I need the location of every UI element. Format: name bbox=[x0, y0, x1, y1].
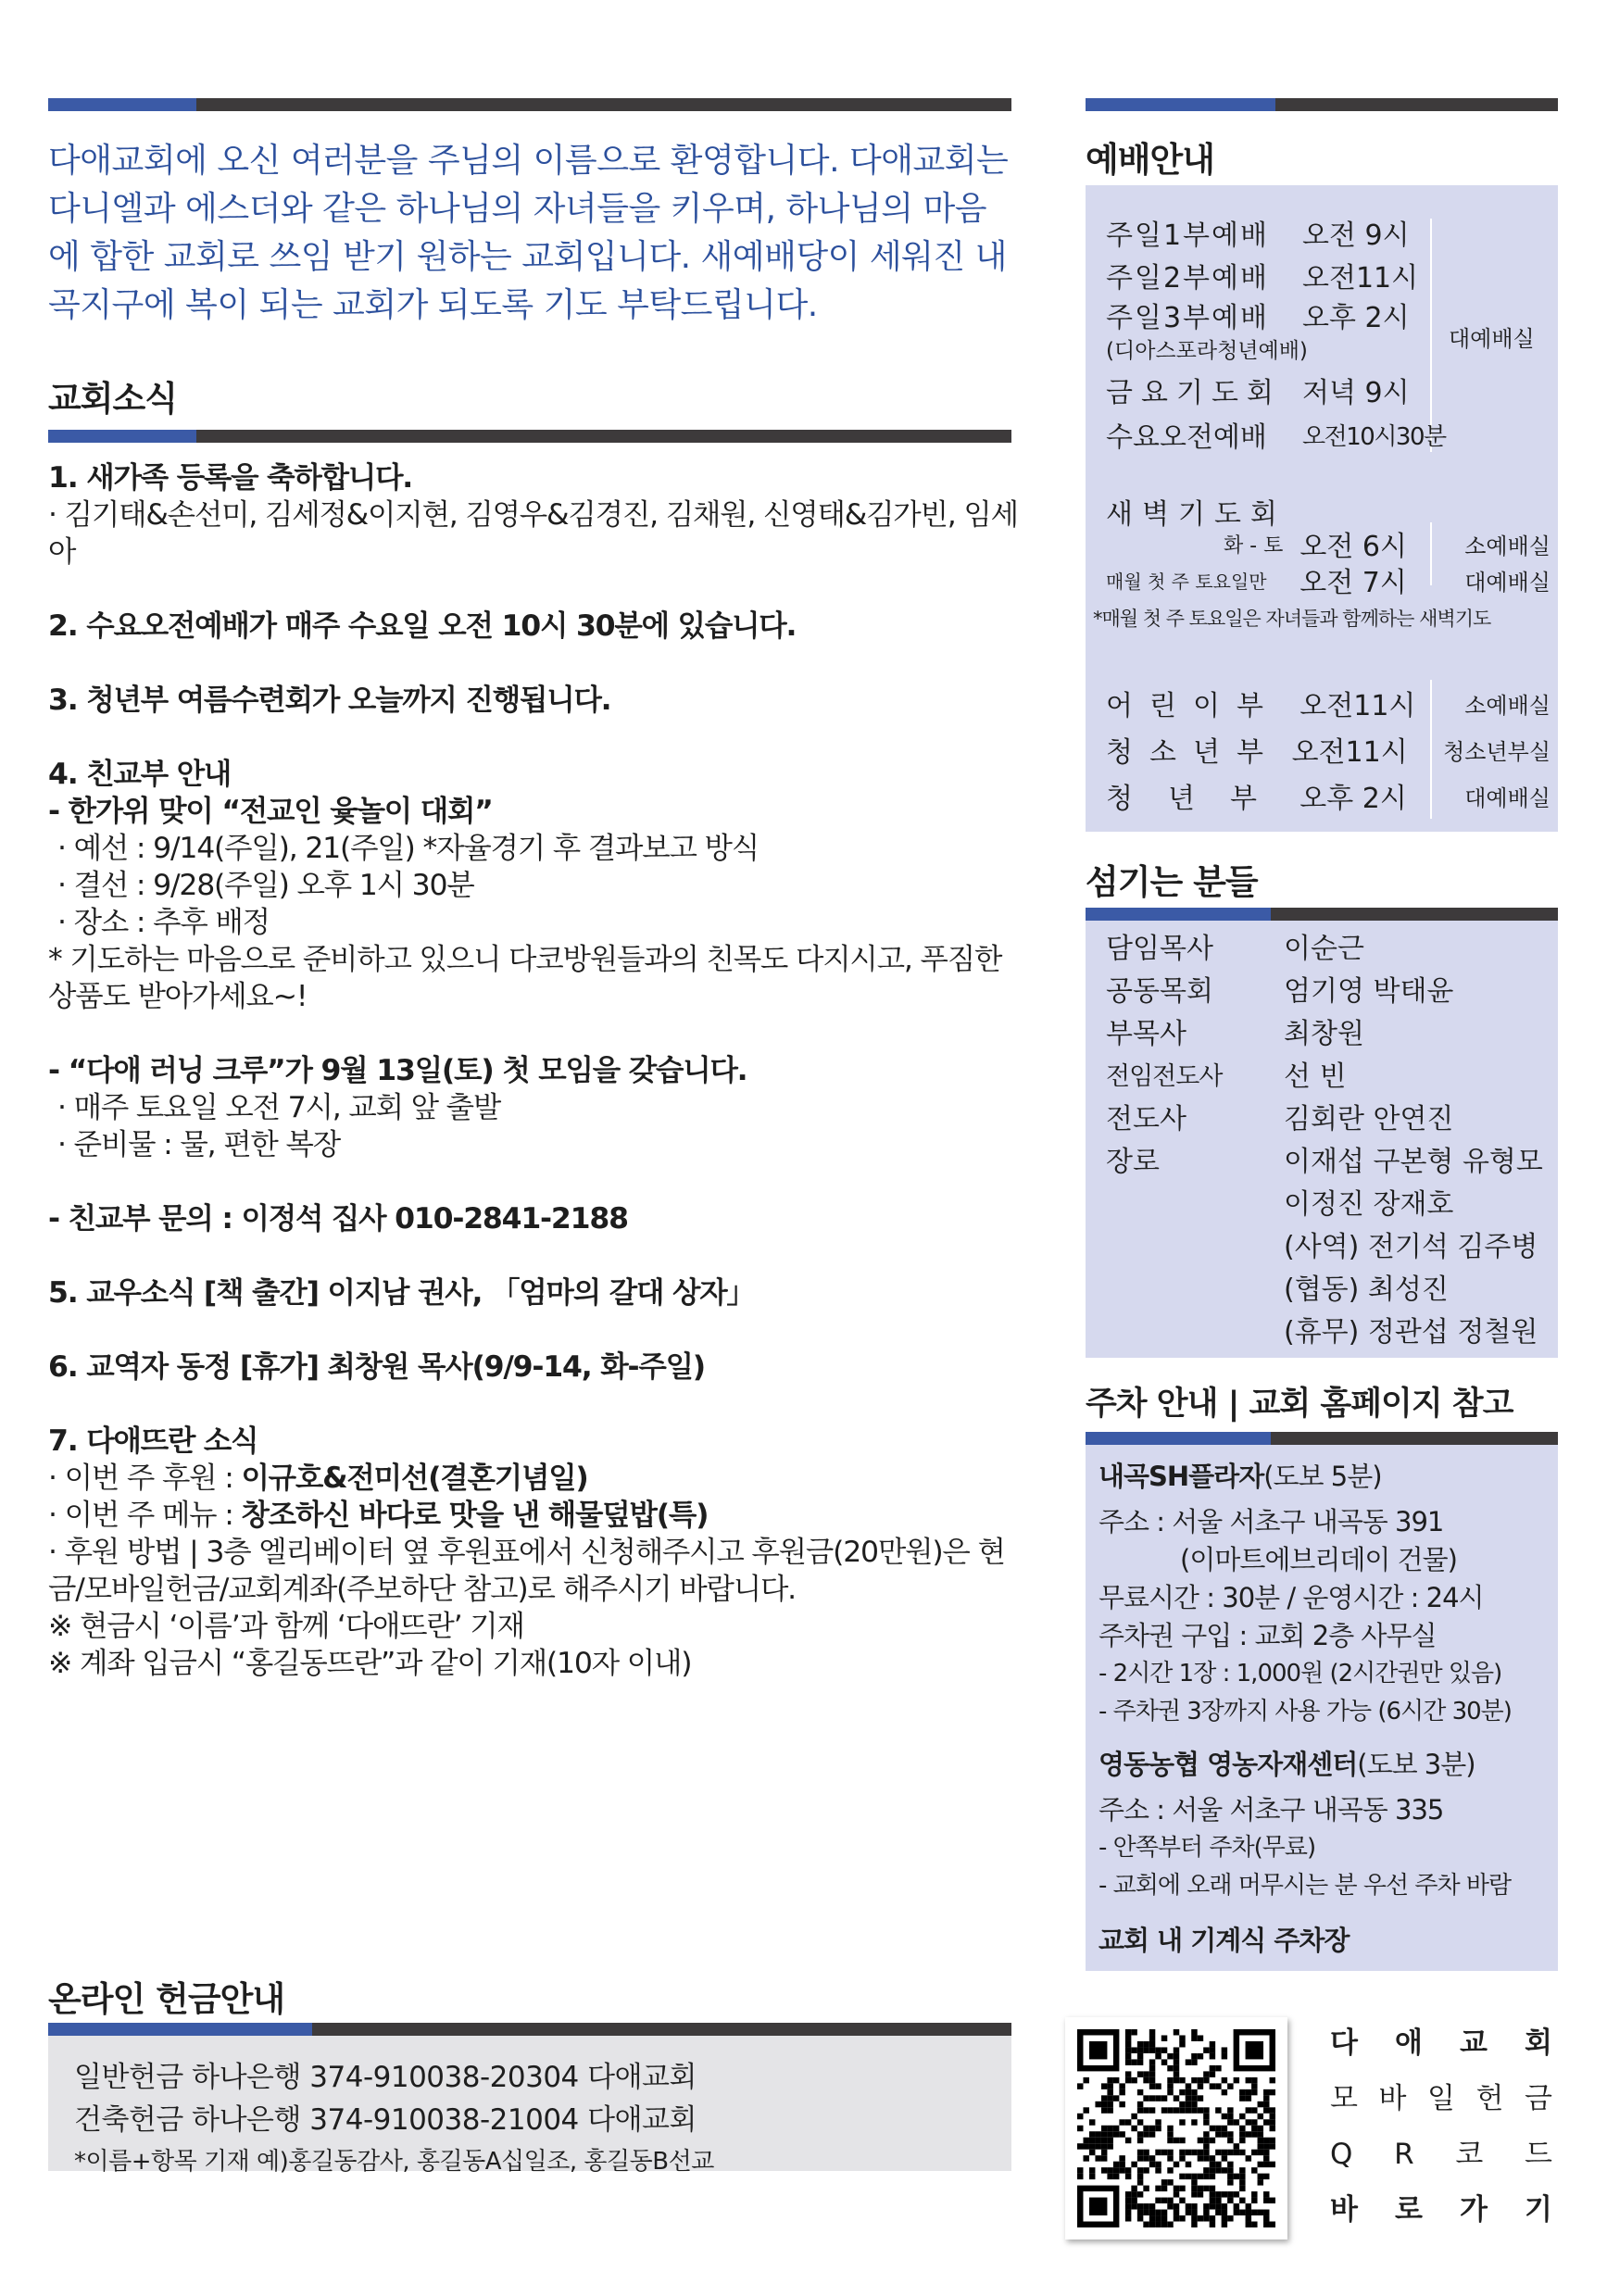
news-item-title: 5. 교우소식 [책 출간] 이지남 권사, 「엄마의 갈대 상자」 bbox=[48, 1276, 755, 1310]
servant-row bbox=[1106, 1013, 1558, 1056]
qr-caption-char: 애 bbox=[1395, 2026, 1423, 2060]
news-line: ※ 현금시 ‘이름’과 함께 ‘다애뜨란’ 기재 bbox=[48, 1610, 524, 1643]
servant-role: 전임전도사 bbox=[1106, 1062, 1223, 1091]
servant-names: (휴무) 정관섭 정철원 bbox=[1284, 1316, 1538, 1349]
qr-caption-char: 로 bbox=[1395, 2193, 1423, 2227]
service-name: 청년부 bbox=[1106, 783, 1292, 815]
servant-names: 최창원 bbox=[1284, 1018, 1364, 1050]
service-time: 오후 2시 bbox=[1302, 302, 1410, 334]
news-line-label: · 이번 주 메뉴 : bbox=[48, 1499, 242, 1532]
servant-role: 전도사 bbox=[1106, 1103, 1186, 1135]
online-giving-heading: 온라인 헌금안내 bbox=[48, 1979, 285, 2019]
parking-lot-name: 영동농협 영농자재센터 bbox=[1099, 1749, 1358, 1780]
servant-row bbox=[1106, 971, 1558, 1013]
news-line-value: 이규호&전미선(결혼기념일) bbox=[241, 1462, 588, 1495]
servant-role: 공동목회 bbox=[1106, 975, 1213, 1008]
news-item-title: 7. 다애뜨란 소식 bbox=[48, 1424, 258, 1458]
servant-row bbox=[1106, 1141, 1558, 1184]
qr-caption-line bbox=[1330, 2127, 1552, 2182]
qr-caption-char: 회 bbox=[1525, 2026, 1552, 2060]
qr-caption-char: 헌 bbox=[1475, 2082, 1504, 2115]
parking-ticket-price: - 2시간 1장 : 1,000원 (2시간권만 있음) bbox=[1099, 1660, 1502, 1687]
qr-caption-char: Q bbox=[1330, 2138, 1353, 2171]
service-time: 오전11시 bbox=[1299, 690, 1416, 722]
news-subtitle: - “다애 러닝 크루”가 9월 13일(토) 첫 모임을 갖습니다. bbox=[48, 1054, 747, 1087]
service-time: 오전 9시 bbox=[1302, 220, 1410, 252]
servants-list bbox=[1106, 928, 1558, 1354]
news-line: ※ 계좌 입금시 “홍길동뜨란”과 같이 기재(10자 이내) bbox=[48, 1647, 692, 1680]
parking-ticket-limit: - 주차권 3장까지 사용 가능 (6시간 30분) bbox=[1099, 1698, 1512, 1725]
qr-caption-char: 일 bbox=[1427, 2082, 1455, 2115]
service-time: 오전 7시 bbox=[1299, 567, 1407, 599]
welcome-message: 다애교회에 오신 여러분을 주님의 이름으로 환영합니다. 다애교회는 다니엘과 에스더와 같은 하나님의 자녀들을 키우며, 하나님의 마음에 합한 교회로 쓰임 받기 원하는 교회입니다. 새예배당이 세워진 내곡지구에 복이 되는 교회가 되도록 기도 부탁드립니다. bbox=[48, 142, 1009, 324]
news-heading: 교회소식 bbox=[48, 379, 177, 419]
qr-code-frame[interactable] bbox=[1065, 2017, 1287, 2240]
news-line bbox=[48, 1460, 1021, 1497]
qr-caption-char: 드 bbox=[1525, 2138, 1552, 2171]
parking-address: 주소 : 서울 서초구 내곡동 391 bbox=[1099, 1506, 1444, 1537]
service-place: 대예배실 bbox=[1464, 784, 1551, 811]
news-line: · 후원 방법 | 3층 엘리베이터 옆 후원표에서 신청해주시고 후원금(20만원)은 현금/모바일헌금/교회계좌(주보하단 참고)로 해주시기 바랍니다. bbox=[48, 1536, 1005, 1606]
news-item-title: 6. 교역자 동정 [휴가] 최창원 목사(9/9-14, 화-주일) bbox=[48, 1350, 705, 1384]
servant-names: 김회란 안연진 bbox=[1284, 1103, 1454, 1135]
news-divider bbox=[48, 430, 1011, 443]
qr-caption-line bbox=[1330, 2071, 1552, 2127]
servant-row bbox=[1106, 1056, 1558, 1098]
servant-row bbox=[1106, 928, 1558, 971]
qr-caption-char: 다 bbox=[1330, 2026, 1358, 2060]
service-place: 소예배실 bbox=[1464, 692, 1551, 719]
servants-heading: 섬기는 분들 bbox=[1086, 862, 1258, 902]
news-list bbox=[48, 459, 1021, 1682]
top-divider-right bbox=[1086, 98, 1558, 111]
service-name: 주일2부예배 bbox=[1106, 262, 1269, 295]
service-time: 오전11시 bbox=[1291, 736, 1408, 769]
service-name: 금요기도회 bbox=[1106, 377, 1282, 409]
servant-names: 이재섭 구본형 유형모 bbox=[1284, 1146, 1543, 1178]
servant-names: (협동) 최성진 bbox=[1284, 1273, 1449, 1306]
news-line bbox=[48, 1497, 1021, 1534]
top-divider-left bbox=[48, 98, 1011, 111]
parking-ticket-purchase: 주차권 구입 : 교회 2층 사무실 bbox=[1099, 1620, 1437, 1651]
service-time: 오전10시30분 bbox=[1302, 422, 1446, 451]
news-note: * 기도하는 마음으로 준비하고 있으니 다코방원들과의 친목도 다지시고, 푸짐한 상품도 받아가세요~! bbox=[48, 943, 1002, 1013]
qr-caption-line bbox=[1330, 2015, 1552, 2071]
service-time: 오후 2시 bbox=[1299, 783, 1407, 815]
online-giving-divider bbox=[48, 2023, 1011, 2036]
qr-caption-char: 교 bbox=[1460, 2026, 1488, 2060]
service-time: 오전 6시 bbox=[1299, 531, 1407, 563]
servant-row bbox=[1106, 1226, 1558, 1269]
news-item-title: 2. 수요오전예배가 매주 수요일 오전 10시 30분에 있습니다. bbox=[48, 609, 797, 643]
service-name: 청소년부 bbox=[1106, 736, 1280, 769]
servant-role: 부목사 bbox=[1106, 1018, 1186, 1050]
parking-lot-name: 교회 내 기계식 주차장 bbox=[1099, 1925, 1350, 1956]
servant-row bbox=[1106, 1098, 1558, 1141]
service-time: 저녁 9시 bbox=[1302, 377, 1410, 409]
service-time: 오전11시 bbox=[1302, 262, 1419, 295]
news-item-title: 4. 친교부 안내 bbox=[48, 758, 232, 791]
qr-caption-char: 가 bbox=[1460, 2193, 1488, 2227]
giving-account-general: 일반헌금 하나은행 374-910038-20304 다애교회 bbox=[74, 2061, 697, 2094]
news-line: · 준비물 : 물, 편한 복장 bbox=[57, 1128, 340, 1161]
news-item-title: 1. 새가족 등록을 축하합니다. bbox=[48, 461, 413, 495]
qr-caption bbox=[1330, 2015, 1552, 2238]
servant-role bbox=[1106, 1184, 1256, 1226]
servant-row bbox=[1106, 1184, 1558, 1226]
service-name: 주일3부예배 bbox=[1106, 302, 1269, 334]
servant-row bbox=[1106, 1311, 1558, 1354]
news-item-title: 3. 청년부 여름수련회가 오늘까지 진행됩니다. bbox=[48, 684, 611, 717]
service-name: 어린이부 bbox=[1106, 690, 1280, 722]
parking-lot-name: 내곡SH플라자 bbox=[1099, 1461, 1264, 1492]
parking-panel bbox=[1086, 1445, 1558, 1971]
online-giving-box bbox=[48, 2036, 1011, 2176]
parking-address-detail: (이마트에브리데이 건물) bbox=[1180, 1544, 1457, 1575]
service-place: 청소년부실 bbox=[1443, 738, 1551, 765]
worship-panel bbox=[1086, 185, 1558, 832]
parking-divider bbox=[1086, 1432, 1558, 1445]
service-place: 대예배실 bbox=[1449, 326, 1535, 352]
servant-role: 담임목사 bbox=[1106, 933, 1213, 965]
servant-names: 이순근 bbox=[1284, 933, 1364, 965]
servant-names: 선 빈 bbox=[1284, 1060, 1347, 1093]
qr-caption-char: 바 bbox=[1330, 2193, 1358, 2227]
service-place: 소예배실 bbox=[1464, 533, 1551, 559]
news-line-label: · 이번 주 후원 : bbox=[48, 1462, 242, 1495]
parking-note: - 교회에 오래 머무시는 분 우선 주차 바람 bbox=[1099, 1872, 1512, 1900]
dawn-label: 매월 첫 주 토요일만 bbox=[1106, 570, 1267, 593]
giving-account-building: 건축헌금 하나은행 374-910038-21004 다애교회 bbox=[74, 2103, 697, 2137]
servant-role: 장로 bbox=[1106, 1146, 1160, 1178]
news-subtitle: - 한가위 맞이 “전교인 윷놀이 대회” bbox=[48, 795, 493, 828]
service-name: 수요오전예배 bbox=[1106, 421, 1267, 454]
news-line: · 결선 : 9/28(주일) 오후 1시 30분 bbox=[57, 869, 474, 902]
qr-caption-char: 기 bbox=[1525, 2193, 1552, 2227]
news-line: · 매주 토요일 오전 7시, 교회 앞 출발 bbox=[57, 1091, 501, 1124]
news-line: · 예선 : 9/14(주일), 21(주일) *자율경기 후 결과보고 방식 bbox=[57, 832, 759, 865]
parking-walk-time: (도보 3분) bbox=[1357, 1749, 1475, 1780]
parking-address: 주소 : 서울 서초구 내곡동 335 bbox=[1099, 1794, 1444, 1826]
qr-caption-char: 금 bbox=[1525, 2082, 1552, 2115]
servant-names: 이정진 장재호 bbox=[1284, 1188, 1454, 1221]
parking-note: - 안쪽부터 주차(무료) bbox=[1099, 1834, 1316, 1862]
qr-code-icon[interactable] bbox=[1077, 2029, 1275, 2227]
qr-caption-char: 모 bbox=[1330, 2082, 1358, 2115]
dawn-note: *매월 첫 주 토요일은 자녀들과 함께하는 새벽기도 bbox=[1093, 608, 1491, 630]
service-place: 대예배실 bbox=[1464, 569, 1551, 596]
news-line: · 장소 : 추후 배정 bbox=[57, 906, 270, 939]
servant-names: 엄기영 박태윤 bbox=[1284, 975, 1454, 1008]
service-subtitle: (디아스포라청년예배) bbox=[1106, 338, 1308, 363]
news-line-value: 창조하신 바다로 맛을 낸 해물덮밥(특) bbox=[241, 1499, 709, 1532]
news-item-body: · 김기태&손선미, 김세정&이지현, 김영우&김경진, 김채원, 신영태&김가빈, 임세아 bbox=[48, 498, 1018, 569]
servant-role bbox=[1106, 1269, 1256, 1311]
service-name: 주일1부예배 bbox=[1106, 220, 1269, 252]
qr-caption-char: 코 bbox=[1455, 2138, 1484, 2171]
qr-caption-line bbox=[1330, 2182, 1552, 2238]
servant-row bbox=[1106, 1269, 1558, 1311]
giving-note: *이름+항목 기재 예)홍길동감사, 홍길동A십일조, 홍길동B선교 bbox=[74, 2148, 714, 2176]
servant-role bbox=[1106, 1311, 1256, 1354]
news-contact: - 친교부 문의 : 이정석 집사 010-2841-2188 bbox=[48, 1202, 628, 1236]
worship-heading: 예배안내 bbox=[1086, 140, 1214, 180]
dawn-label: 화 - 토 bbox=[1223, 533, 1284, 558]
parking-heading: 주차 안내 | 교회 홈페이지 참고 bbox=[1086, 1386, 1513, 1423]
parking-hours: 무료시간 : 30분 / 운영시간 : 24시 bbox=[1099, 1582, 1484, 1613]
qr-caption-char: 바 bbox=[1378, 2082, 1407, 2115]
parking-walk-time: (도보 5분) bbox=[1263, 1461, 1382, 1492]
servant-role bbox=[1106, 1226, 1256, 1269]
servant-names: (사역) 전기석 김주병 bbox=[1284, 1231, 1538, 1263]
servants-panel bbox=[1086, 921, 1558, 1358]
servants-divider bbox=[1086, 908, 1558, 921]
qr-caption-char: R bbox=[1394, 2138, 1414, 2171]
service-name: 새벽기도회 bbox=[1106, 498, 1287, 531]
